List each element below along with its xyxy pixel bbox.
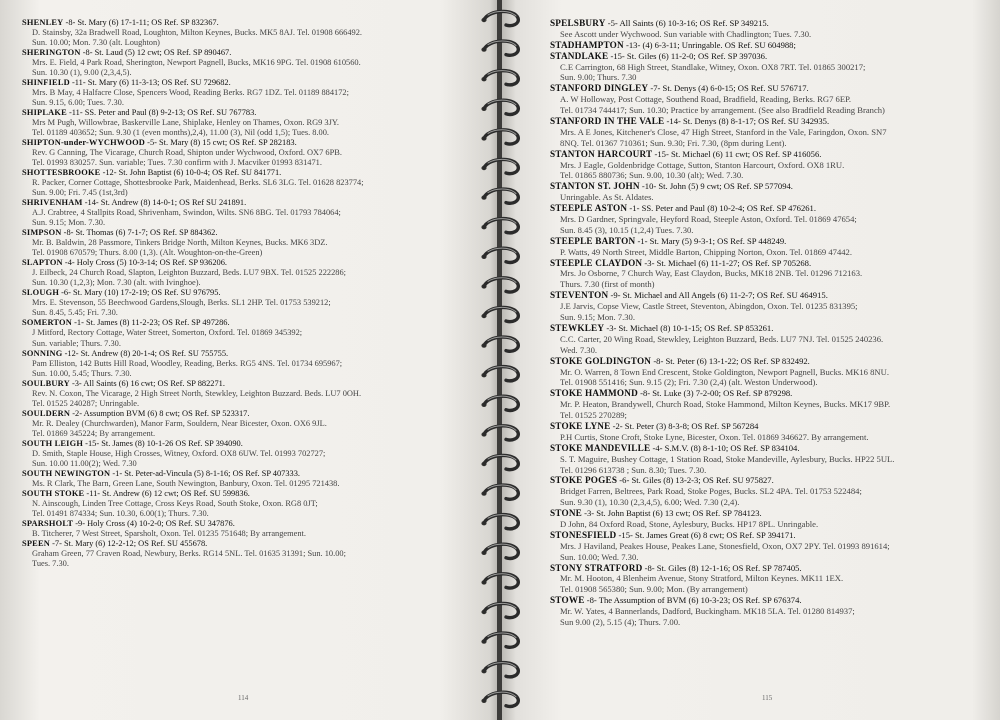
church-detail: -13- (4) 6-3-11; Unringable. OS Ref. SU 604988;	[626, 39, 796, 50]
parish-name: SPARSHOLT	[22, 518, 74, 528]
entry-detail-line: D. Smith, Staple House, High Crosses, Witney, Oxford. OX8 6UW. Tel. 01993 702727;	[32, 448, 326, 458]
spiral-coil-loop	[481, 189, 518, 203]
directory-entry	[22, 349, 482, 379]
entry-detail-line: Mr. B. Baldwin, 28 Passmore, Tinkers Bridge North, Milton Keynes, Bucks. MK6 3DZ.	[32, 238, 328, 248]
parish-name: STOKE GOLDINGTON	[550, 355, 652, 366]
entry-detail-line: Mrs. J Eagle, Goldenbridge Cottage, Sutton, Stanton Harcourt, Oxford. OX8 1RU.	[560, 159, 845, 170]
church-detail: -3- St. John Baptist (6) 13 cwt; OS Ref. SP 784123.	[584, 508, 762, 519]
parish-name: STONY STRATFORD	[550, 562, 643, 573]
entry-detail-line: R. Packer, Corner Cottage, Shottesbrooke Park, Maidenhead, Berks. SL6 3LG. Tel. 01628 823774;	[32, 178, 364, 188]
church-detail: -2- St. Peter (3) 8-3-8; OS Ref. SP 567284	[612, 420, 759, 431]
parish-name: STOKE HAMMOND	[550, 388, 638, 399]
right-page	[502, 0, 1000, 720]
entry-heading	[22, 78, 482, 88]
spiral-coil-loop	[481, 603, 518, 617]
entry-detail-line: Sun. 10.30 (1), 9.00 (2,3,4,5).	[32, 68, 132, 78]
entry-detail-line: Rev. N. Coxon, The Vicarage, 2 High Street North, Stewkley, Leighton Buzzard. Beds. LU7 0OH.	[32, 388, 362, 398]
church-detail: -11- St. Mary (6) 11-3-13; OS Ref. SU 729682.	[71, 78, 231, 88]
church-detail: -4- Holy Cross (5) 10-3-14; OS Ref. SP 936206.	[64, 258, 227, 268]
directory-entry	[22, 469, 482, 489]
directory-entry	[22, 168, 482, 198]
parish-name: SHENLEY	[22, 18, 64, 27]
parish-name: SHERINGTON	[22, 48, 81, 58]
church-detail: -6- St. Giles (8) 13-2-3; OS Ref. SU 975827.	[619, 475, 774, 486]
spiral-coil-loop	[481, 71, 518, 85]
church-detail: -15- St. James (8) 10-1-26 OS Ref. SP 394090.	[85, 438, 243, 448]
entry-detail-line: Tel. 01869 345224; By arrangement.	[32, 428, 156, 438]
church-detail: -8- St. Giles (8) 12-1-16; OS Ref. SP 787405.	[644, 562, 802, 573]
church-detail: -3- St. Michael (6) 11-1-27; OS Ref. SP 705268.	[644, 257, 812, 268]
entry-detail-line: Tel. 01908 670579; Thurs. 8.00 (1,3). (Alt. Woughton-on-the-Green)	[32, 248, 263, 258]
entry-detail-line: Sun. 9.00; Fri. 7.45 (1st,3rd)	[32, 188, 128, 198]
entry-detail-line: Tel. 01908 565380; Sun. 9.00; Mon. (By arrangement)	[560, 584, 748, 595]
church-detail: -14- St. Denys (8) 8-1-17; OS Ref. SU 342935.	[666, 116, 830, 127]
entry-detail-line: Sun. 9.15, 6.00; Tues. 7.30.	[32, 98, 124, 108]
directory-entry	[22, 18, 482, 48]
entry-detail-line: Unringable. As St. Aldates.	[560, 192, 654, 203]
parish-name: STANDLAKE	[550, 50, 609, 61]
entry-heading	[22, 48, 482, 58]
entry-detail-line: Sun. 9.00; Thurs. 7.30	[560, 72, 637, 83]
entry-detail-line: Mrs. E. Field, 4 Park Road, Sherington, Newport Pagnell, Bucks, MK16 9PG. Tel. 01908 610560.	[32, 58, 361, 68]
entry-detail-line: See Ascott under Wychwood. Sun variable with Chadlington; Tues. 7.30.	[560, 28, 812, 39]
church-detail: -4- S.M.V. (8) 8-1-10; OS Ref. SP 834104.	[652, 442, 800, 453]
spiral-coil-loop	[481, 515, 518, 529]
directory-entry	[550, 203, 986, 236]
directory-entry	[22, 228, 482, 258]
spiral-coil-loop	[481, 307, 518, 321]
entry-heading	[22, 228, 482, 238]
spiral-coil-loop	[481, 663, 518, 677]
church-detail: -3- St. Michael (8) 10-1-15; OS Ref. SP 853261.	[606, 322, 774, 333]
spiral-coil-loop	[481, 337, 518, 351]
entry-heading	[550, 290, 986, 301]
entry-heading	[550, 563, 986, 574]
right-page-number: 115	[762, 694, 773, 702]
directory-entry	[22, 439, 482, 469]
directory-entry	[22, 138, 482, 168]
entry-detail-line: Wed. 7.30.	[560, 344, 598, 355]
parish-name: STANTON HARCOURT	[550, 148, 653, 159]
church-detail: -2- Assumption BVM (6) 8 cwt; OS Ref. SP 523317.	[72, 408, 250, 418]
entry-detail-line: Sun. 10.00 11.00(2); Wed. 7.30	[32, 458, 137, 468]
spiral-coil-loop	[481, 692, 518, 706]
directory-entry	[22, 519, 482, 539]
left-page-entries	[22, 18, 482, 569]
church-detail: -10- St. John (5) 9 cwt; OS Ref. SP 577094.	[641, 181, 793, 192]
entry-detail-line: Sun. 9.30 (1), 10.30 (2,3,4,5), 6.00; Wed. 7.30 (2,4).	[560, 497, 740, 508]
entry-heading	[550, 356, 986, 367]
spiral-coil-loop	[481, 426, 518, 440]
entry-detail-line: Ms. R Clark, The Barn, Green Lane, South Newington, Banbury, Oxon. Tel. 01295 721438.	[32, 478, 340, 488]
entry-detail-line: Mrs M Pugh, Willowbrae, Baskerville Lane, Shiplake, Henley on Thames, Oxon. RG9 3JY.	[32, 118, 339, 128]
church-detail: -1- St. James (8) 11-2-23; OS Ref. SP 497286.	[74, 318, 230, 328]
entry-detail-line: Thurs. 7.30 (first of month)	[560, 279, 655, 290]
right-page-entries	[550, 18, 986, 628]
parish-name: STOKE MANDEVILLE	[550, 442, 651, 453]
church-detail: -7- St. Mary (6) 12-2-12; OS Ref. SU 455678.	[52, 538, 208, 548]
entry-detail-line: Tel. 01908 551416; Sun. 9.15 (2); Fri. 7.30 (2,4) (alt. Weston Underwood).	[560, 377, 818, 388]
spiral-coil-loop	[481, 100, 518, 114]
directory-entry	[550, 443, 986, 476]
entry-heading	[550, 258, 986, 269]
entry-heading	[550, 181, 986, 192]
entry-detail-line: Mrs. Jo Osborne, 7 Church Way, East Claydon, Bucks, MK18 2NB. Tel. 01296 712163.	[560, 268, 863, 279]
entry-detail-line: Graham Green, 77 Craven Road, Newbury, Berks. RG14 5NL. Tel. 01635 31391; Sun. 10.00;	[32, 548, 346, 558]
entry-detail-line: C.E Carrington, 68 High Street, Standlake, Witney, Oxon. OX8 7RT. Tel. 01865 300217;	[560, 61, 866, 72]
directory-entry	[22, 379, 482, 409]
entry-detail-line: J. Eilbeck, 24 Church Road, Slapton, Leighton Buzzard, Beds. LU7 9BX. Tel. 01525 222286;	[32, 268, 346, 278]
entry-heading	[22, 539, 482, 549]
directory-entry	[22, 48, 482, 78]
entry-heading	[550, 149, 986, 160]
church-detail: -8- St. Thomas (6) 7-1-7; OS Ref. SP 884362.	[63, 228, 218, 238]
directory-entry	[550, 356, 986, 389]
entry-detail-line: Sun. 10.00, 5.45; Thurs. 7.30.	[32, 368, 132, 378]
church-detail: -11- St. Andrew (6) 12 cwt; OS Ref. SU 599836.	[86, 488, 250, 498]
entry-detail-line: Mrs. B May, 4 Halfacre Close, Spencers Wood, Reading Berks. RG7 1DZ. Tel. 01189 884172;	[32, 88, 349, 98]
entry-detail-line: Sun. 10.00; Wed. 7.30.	[560, 551, 639, 562]
entry-detail-line: Mrs. D Gardner, Springvale, Heyford Road, Steeple Aston, Oxford. Tel. 01869 47654;	[560, 214, 857, 225]
church-detail: -8- St. Luke (3) 7-2-00; OS Ref. SP 879298.	[640, 388, 793, 399]
entry-heading	[550, 18, 986, 29]
entry-heading	[550, 83, 986, 94]
parish-name: STADHAMPTON	[550, 39, 624, 50]
entry-detail-line: A. W Holloway, Post Cottage, Southend Road, Bradfield, Reading, Berks. RG7 6EP.	[560, 94, 852, 105]
spiral-coil-loop	[481, 159, 518, 173]
directory-entry	[550, 236, 986, 258]
church-detail: -11- SS. Peter and Paul (8) 9-2-13; OS Ref. SU 767783.	[68, 108, 257, 118]
directory-entry	[22, 489, 482, 519]
parish-name: SOUTH STOKE	[22, 488, 85, 498]
entry-detail-line: Mr. R. Dealey (Churchwarden), Manor Farm, Souldern, Near Bicester, Oxon. OX6 9JL.	[32, 418, 327, 428]
entry-detail-line: Sun. 10.00; Mon. 7.30 (alt. Loughton)	[32, 38, 160, 48]
directory-entry	[550, 40, 986, 51]
entry-detail-line: Mrs. E. Stevenson, 55 Beechwood Gardens,Slough, Berks. SL1 2HP. Tel. 01753 539212;	[32, 298, 331, 308]
parish-name: SHIPLAKE	[22, 108, 67, 118]
spiral-coil-loop	[481, 248, 518, 262]
entry-heading	[22, 409, 482, 419]
entry-detail-line: Bridget Farren, Beltrees, Park Road, Stoke Poges, Bucks. SL2 4PA. Tel. 01753 522484;	[560, 486, 862, 497]
parish-name: STONE	[550, 508, 582, 519]
spiral-coil-loop	[481, 219, 518, 233]
parish-name: SHINFIELD	[22, 78, 70, 88]
church-detail: -1- St. Mary (5) 9-3-1; OS Ref. SP 448249.	[637, 235, 787, 246]
church-detail: -5- St. Mary (8) 15 cwt; OS Ref. SP 282183.	[147, 138, 297, 148]
entry-detail-line: Mrs. J Haviland, Peakes House, Peakes Lane, Stonesfield, Oxon, OX7 2PY. Tel. 01993 891614;	[560, 540, 890, 551]
entry-detail-line: J Mitford, Rectory Cottage, Water Street, Somerton, Oxford. Tel. 01869 345392;	[32, 328, 303, 338]
church-detail: -12- St. John Baptist (6) 10-0-4; OS Ref. SU 841771.	[102, 168, 282, 178]
entry-heading	[22, 198, 482, 208]
directory-entry	[550, 18, 986, 40]
parish-name: STOKE LYNE	[550, 420, 611, 431]
entry-heading	[22, 489, 482, 499]
directory-entry	[22, 78, 482, 108]
entry-detail-line: Sun. 9.15; Mon. 7.30.	[560, 312, 635, 323]
entry-detail-line: P. Watts, 49 North Street, Middle Barton, Chipping Norton, Oxon. Tel. 01869 47442.	[560, 246, 852, 257]
parish-name: SIMPSON	[22, 228, 62, 238]
church-detail: -9- St. Michael and All Angels (6) 11-2-7; OS Ref. SU 464915.	[610, 290, 828, 301]
entry-detail-line: Mr. O. Warren, 8 Town End Crescent, Stoke Goldington, Newport Pagnell, Bucks. MK16 8NU.	[560, 366, 889, 377]
church-detail: -8- The Assumption of BVM (6) 10-3-23; OS Ref. SP 676374.	[586, 595, 802, 606]
entry-detail-line: Tel. 01189 403652; Sun. 9.30 (1 (even months),2,4), 11.00 (3), Nil (odd 1,5); Tues. 8.00.	[32, 128, 330, 138]
church-detail: -9- Holy Cross (4) 10-2-0; OS Ref. SU 347876.	[75, 518, 235, 528]
directory-entry	[22, 258, 482, 288]
entry-heading	[22, 168, 482, 178]
entry-heading	[550, 421, 986, 432]
entry-heading	[550, 40, 986, 51]
entry-heading	[22, 519, 482, 529]
parish-name: SHOTTESBROOKE	[22, 168, 101, 178]
spiral-coil-icon	[478, 0, 526, 720]
entry-heading	[550, 595, 986, 606]
parish-name: STEEPLE BARTON	[550, 235, 636, 246]
spiral-coil-loop	[481, 41, 518, 55]
entry-detail-line: D John, 84 Oxford Road, Stone, Aylesbury, Bucks. HP17 8PL. Unringable.	[560, 518, 819, 529]
church-detail: -1- St. Peter-ad-Vincula (5) 8-1-16; OS Ref. SP 407333.	[112, 468, 301, 478]
entry-heading	[550, 388, 986, 399]
spiral-coil-loop	[481, 544, 518, 558]
entry-detail-line: Tel. 01296 613738 ; Sun. 8.30; Tues. 7.30.	[560, 464, 707, 475]
entry-detail-line: D. Stainsby, 32a Bradwell Road, Loughton, Milton Keynes, Bucks. MK5 8AJ. Tel. 01908 666492.	[32, 28, 362, 38]
directory-entry	[22, 409, 482, 439]
church-detail: -8- St. Laud (5) 12 cwt; OS Ref. SP 890467.	[82, 48, 232, 58]
entry-heading	[22, 258, 482, 268]
entry-detail-line: Sun. variable; Thurs. 7.30.	[32, 338, 121, 348]
parish-name: SLOUGH	[22, 288, 60, 298]
entry-heading	[22, 439, 482, 449]
directory-entry	[550, 508, 986, 530]
directory-entry	[550, 51, 986, 84]
parish-name: SOUTH NEWINGTON	[22, 468, 111, 478]
parish-name: SOMERTON	[22, 318, 73, 328]
entry-detail-line: Tel. 01865 880736; Sun. 9.00, 10.30 (alt); Wed. 7.30.	[560, 170, 744, 181]
entry-heading	[550, 236, 986, 247]
directory-entry	[550, 388, 986, 421]
spiral-coil-loop	[481, 574, 518, 588]
directory-entry	[550, 475, 986, 508]
entry-detail-line: Mrs. A E Jones, Kitchener's Close, 47 High Street, Stanford in the Vale, Faringdon, Oxon. SN7	[560, 126, 887, 137]
entry-detail-line: B. Titcherer, 7 West Street, Sparsholt, Oxon. Tel. 01235 751648; By arrangement.	[32, 528, 306, 538]
entry-detail-line: Mr. P. Heaton, Brandywell, Church Road, Stoke Hammond, Milton Keynes, Bucks. MK17 9BP.	[560, 399, 891, 410]
entry-detail-line: Sun. 8.45 (3), 10.15 (1,2,4) Tues. 7.30.	[560, 224, 694, 235]
parish-name: SOULBURY	[22, 378, 70, 388]
directory-entry	[550, 258, 986, 291]
directory-entry	[550, 563, 986, 596]
parish-name: SHRIVENHAM	[22, 198, 83, 208]
entry-detail-line: Tel. 01993 830257. Sun. variable; Tues. 7.30 confirm with J. Macviker 01993 831471.	[32, 158, 322, 168]
directory-entry	[550, 421, 986, 443]
entry-heading	[550, 443, 986, 454]
parish-name: SOULDERN	[22, 408, 71, 418]
left-page-number: 114	[238, 694, 249, 702]
entry-detail-line: Sun. 8.45, 5.45; Fri. 7.30.	[32, 308, 118, 318]
directory-entry	[550, 149, 986, 182]
entry-heading	[22, 138, 482, 148]
entry-heading	[550, 51, 986, 62]
entry-detail-line: Tel. 01491 874334; Sun. 10.30, 6.00(1); Thurs. 7.30.	[32, 508, 209, 518]
church-detail: -15- St. Giles (6) 11-2-0; OS Ref. SP 397036.	[610, 50, 768, 61]
parish-name: SHIPTON-under-WYCHWOOD	[22, 138, 146, 148]
spiral-coil-loop	[481, 11, 518, 25]
entry-heading	[550, 530, 986, 541]
entry-detail-line: Sun. 10.30 (1,2,3); Mon. 7.30 (alt. with Ivinghoe).	[32, 278, 201, 288]
entry-detail-line: A.J. Crabtree, 4 Stallpits Road, Shrivenham, Swindon, Wilts. SN6 8BG. Tel. 01793 784064;	[32, 208, 341, 218]
directory-entry	[22, 318, 482, 348]
entry-heading	[22, 349, 482, 359]
spiral-coil-loop	[481, 485, 518, 499]
entry-detail-line: S. T. Maguire, Bushey Cottage, 1 Station Road, Stoke Mandeville, Aylesbury, Bucks. HP22 5UL.	[560, 453, 895, 464]
church-detail: -15- St. James Great (6) 8 cwt; OS Ref. SP 394171.	[618, 529, 796, 540]
spiral-coil-loop	[481, 455, 518, 469]
church-detail: -15- St. Michael (6) 11 cwt; OS Ref. SP 416056.	[654, 148, 822, 159]
entry-heading	[22, 469, 482, 479]
parish-name: STOWE	[550, 595, 585, 606]
parish-name: SPELSBURY	[550, 18, 606, 28]
spiral-coil-loop	[481, 278, 518, 292]
parish-name: SPEEN	[22, 538, 50, 548]
entry-detail-line: Mr. W. Yates, 4 Bannerlands, Dadford, Buckingham. MK18 5LA. Tel. 01280 814937;	[560, 606, 855, 617]
parish-name: STEEPLE CLAYDON	[550, 257, 643, 268]
entry-detail-line: Sun 9.00 (2), 5.15 (4); Thurs. 7.00.	[560, 616, 681, 627]
entry-heading	[550, 323, 986, 334]
entry-heading	[22, 288, 482, 298]
directory-entry	[22, 288, 482, 318]
parish-name: SONNING	[22, 348, 63, 358]
entry-heading	[550, 508, 986, 519]
directory-entry	[550, 290, 986, 323]
parish-name: STEEPLE ASTON	[550, 203, 628, 214]
parish-name: SOUTH LEIGH	[22, 438, 84, 448]
entry-detail-line: Sun. 9.15; Mon. 7.30.	[32, 218, 106, 228]
entry-detail-line: C.C. Carter, 20 Wing Road, Stewkley, Leighton Buzzard, Beds. LU7 7NJ. Tel. 01525 240236.	[560, 333, 884, 344]
spiral-coil-loop	[481, 130, 518, 144]
entry-heading	[22, 318, 482, 328]
entry-detail-line: J.E Jarvis, Copse View, Castle Street, Steventon, Abingdon, Oxon. Tel. 01235 831395;	[560, 301, 858, 312]
entry-detail-line: Tel. 01734 744417; Sun. 10.30; Practice by arrangement. (See also Bradfield Reading Branch)	[560, 105, 885, 116]
church-detail: -8- St. Peter (6) 13-1-22; OS Ref. SP 832492.	[653, 355, 810, 366]
directory-entry	[550, 530, 986, 563]
parish-name: STEVENTON	[550, 290, 609, 301]
entry-heading	[550, 203, 986, 214]
church-detail: -6- St. Mary (10) 17-2-19; OS Ref. SU 976795.	[61, 288, 221, 298]
directory-entry	[550, 181, 986, 203]
spiral-coil-loop	[481, 396, 518, 410]
entry-detail-line: Tel. 01525 240287; Unringable.	[32, 398, 140, 408]
directory-entry	[550, 323, 986, 356]
church-detail: -1- SS. Peter and Paul (8) 10-2-4; OS Ref. SP 476261.	[629, 203, 816, 214]
entry-detail-line: P.H Curtis, Stone Croft, Stoke Lyne, Bicester, Oxon. Tel. 01869 346627. By arrangement.	[560, 431, 869, 442]
spiral-coil-loop	[481, 367, 518, 381]
entry-detail-line: N. Ainscough, Linden Tree Cottage, Cross Keys Road, South Stoke, Oxon. RG8 0JT;	[32, 498, 318, 508]
church-detail: -5- All Saints (6) 10-3-16; OS Ref. SP 349215.	[607, 18, 769, 28]
entry-heading	[22, 18, 482, 28]
directory-entry	[550, 83, 986, 116]
entry-detail-line: Pam Elliston, 142 Butts Hill Road, Woodley, Reading, Berks. RG5 4NS. Tel. 01734 695967;	[32, 358, 343, 368]
directory-entry	[22, 108, 482, 138]
church-detail: -7- St. Denys (4) 6-0-15; OS Ref. SU 576717.	[650, 83, 809, 94]
church-detail: -8- St. Mary (6) 17-1-11; OS Ref. SP 832367.	[65, 18, 219, 27]
church-detail: -3- All Saints (6) 16 cwt; OS Ref. SP 882271.	[71, 378, 225, 388]
directory-entry	[550, 116, 986, 149]
spiral-coil-loop	[481, 633, 518, 647]
parish-name: STANFORD IN THE VALE	[550, 116, 665, 127]
entry-heading	[22, 379, 482, 389]
entry-detail-line: Rev. G Canning, The Vicarage, Church Road, Shipton under Wychwood, Oxford. OX7 6PB.	[32, 148, 342, 158]
directory-entry	[550, 595, 986, 628]
entry-heading	[550, 116, 986, 127]
church-detail: -14- St. Andrew (8) 14-0-1; OS Ref SU 241891.	[84, 198, 247, 208]
entry-detail-line: Mr. M. Hooton, 4 Blenheim Avenue, Stony Stratford, Milton Keynes. MK11 1EX.	[560, 573, 844, 584]
parish-name: SLAPTON	[22, 258, 63, 268]
parish-name: STONESFIELD	[550, 529, 617, 540]
directory-entry	[22, 198, 482, 228]
parish-name: STOKE POGES	[550, 475, 618, 486]
entry-detail-line: Tues. 7.30.	[32, 558, 69, 568]
left-page	[0, 0, 498, 720]
entry-heading	[550, 475, 986, 486]
entry-detail-line: 8NQ. Tel. 01367 710361; Sun. 9.30; Fri. 7.30, (8pm during Lent).	[560, 137, 787, 148]
parish-name: STEWKLEY	[550, 322, 605, 333]
entry-heading	[22, 108, 482, 118]
directory-entry	[22, 539, 482, 569]
parish-name: STANFORD DINGLEY	[550, 83, 649, 94]
entry-detail-line: Tel. 01525 270289;	[560, 410, 627, 421]
church-detail: -12- St. Andrew (8) 20-1-4; OS Ref. SU 755755.	[64, 348, 229, 358]
parish-name: STANTON ST. JOHN	[550, 181, 640, 192]
